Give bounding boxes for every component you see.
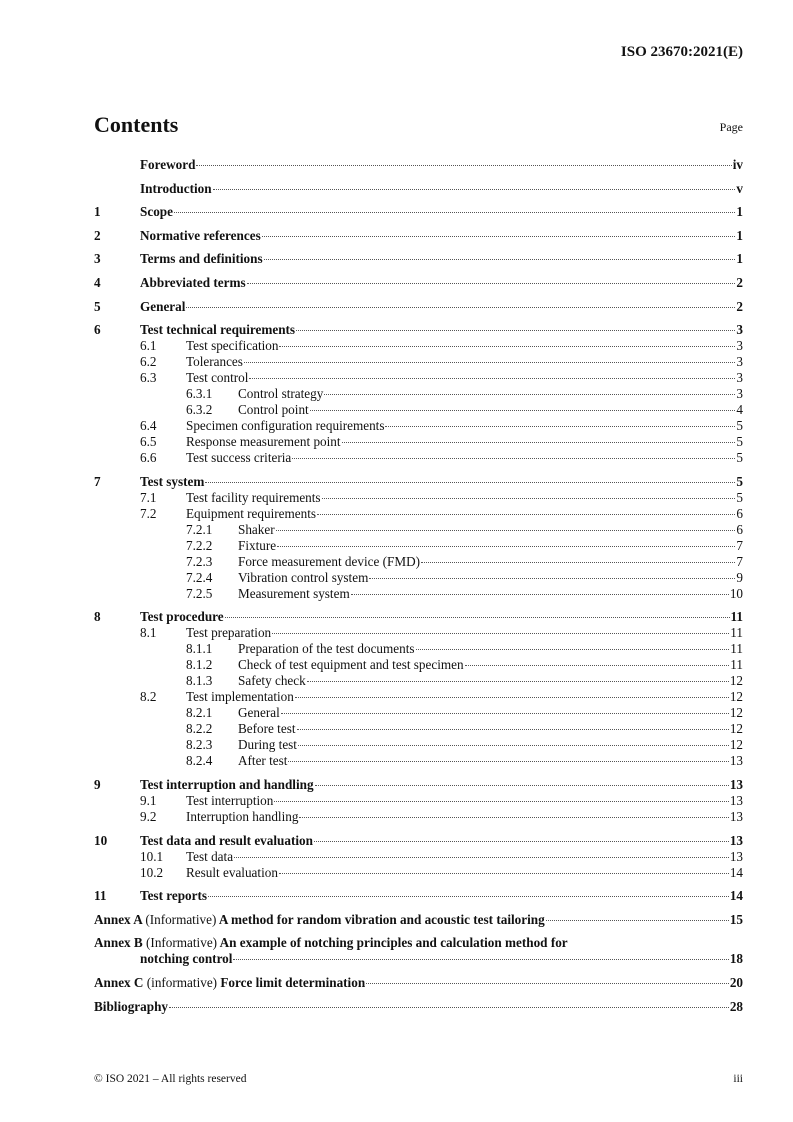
dot-leader [272,633,729,634]
dot-leader [298,745,729,746]
annex-status: (Informative) [146,935,218,951]
annex-heading [94,935,568,951]
page-ref: 13 [729,776,743,792]
dot-leader [385,426,735,427]
toc-entry[interactable] [94,402,743,418]
toc-entry[interactable] [94,570,743,586]
dot-leader [315,785,729,786]
dot-leader [296,330,735,331]
section-number: 7.1 [140,489,157,505]
toc-entry[interactable] [94,157,743,173]
page-ref: 10 [729,585,743,601]
dot-leader [247,283,736,284]
toc-entry[interactable] [94,418,743,434]
section-number: 7.2.4 [186,569,213,585]
page-ref: 12 [729,737,743,753]
dot-leader [322,498,736,499]
section-title: Check of test equipment and test specimen [238,657,464,673]
dot-leader [307,681,729,682]
page-ref: 18 [729,951,743,967]
page-ref: 13 [729,753,743,769]
section-number: 10.1 [140,848,164,864]
section-title: Interruption handling [186,808,299,824]
toc-entry[interactable] [94,228,743,244]
section-title: Bibliography [94,998,169,1014]
page-ref: 12 [729,705,743,721]
section-number: 8.2.2 [186,721,213,737]
section-number: 8 [94,609,101,625]
dot-leader [279,873,729,874]
dot-leader [249,378,735,379]
toc-entry[interactable] [94,849,743,865]
dot-leader [262,236,736,237]
section-number: 8.1.3 [186,673,213,689]
annex-title: An example of notching principles and calculation method for [219,935,568,951]
section-title: Test success criteria [186,450,292,466]
annex-title: Force limit determination [220,974,366,990]
page-ref: 11 [730,625,743,641]
section-title: Test interruption [186,792,274,808]
toc-entry[interactable] [94,490,743,506]
dot-leader [324,394,735,395]
section-title: Test technical requirements [140,322,296,338]
section-number: 8.2.3 [186,737,213,753]
annex-heading [94,912,545,928]
page-ref: 2 [736,274,743,290]
section-title: Test specification [186,338,279,354]
annex-label: Annex A [94,911,143,927]
section-number: 1 [94,204,101,220]
dot-leader [295,697,729,698]
page-ref: 28 [729,998,743,1014]
page-ref: 11 [730,641,743,657]
toc-annex-entry[interactable] [94,912,743,928]
section-title: Test implementation [186,689,294,705]
document-id: ISO 23670:2021(E) [620,44,743,60]
section-title: Terms and definitions [140,251,263,267]
toc-entry[interactable] [94,450,743,466]
section-title: General [140,298,186,314]
dot-leader [351,594,729,595]
toc-entry[interactable] [94,625,743,641]
toc-entry[interactable] [94,777,743,793]
copyright-notice: © ISO 2021 – All rights reserved [94,1073,247,1085]
dot-leader [277,546,735,547]
section-title: Before test [238,721,296,737]
section-title: Specimen configuration requirements [186,418,385,434]
page-number: iii [733,1073,743,1085]
dot-leader [274,801,728,802]
dot-leader [288,761,728,762]
section-title: Result evaluation [186,864,278,880]
section-number: 2 [94,227,101,243]
section-title: Introduction [140,180,212,196]
section-title: General [238,705,280,721]
toc-entry[interactable] [94,354,743,370]
page-ref: 2 [736,298,743,314]
dot-leader [244,362,735,363]
page-ref: 7 [736,553,743,569]
page-ref: 13 [729,848,743,864]
page-ref: 13 [729,792,743,808]
section-number: 9.2 [140,808,157,824]
toc-entry[interactable] [94,753,743,769]
toc-bibliography[interactable] [94,999,743,1015]
page-ref: 5 [736,489,743,505]
section-number: 3 [94,251,101,267]
footer [94,1073,743,1085]
section-title: Test data [186,848,234,864]
section-number: 7.2.1 [186,521,213,537]
toc-entry[interactable] [94,865,743,881]
section-number: 10.2 [140,864,164,880]
section-number: 9.1 [140,792,157,808]
page-ref: 7 [736,537,743,553]
annex-label: Annex B [94,935,143,951]
section-title: Preparation of the test documents [238,641,415,657]
section-number: 7 [94,473,101,489]
page-ref: 13 [729,808,743,824]
section-number: 6.3.1 [186,386,213,402]
toc-entry[interactable] [94,386,743,402]
annex-status: (informative) [146,974,218,990]
dot-leader [297,729,729,730]
page-ref: 5 [736,418,743,434]
dot-leader [169,1007,729,1008]
section-number: 4 [94,274,101,290]
dot-leader [225,617,730,618]
section-number: 8.1 [140,625,157,641]
page-ref: 11 [730,657,743,673]
section-title: Test interruption and handling [140,776,314,792]
toc-entry[interactable] [94,657,743,673]
page-ref: 5 [736,434,743,450]
section-number: 6.2 [140,354,157,370]
section-title: Foreword [140,157,196,172]
page-ref: v [736,180,743,196]
toc-entry[interactable] [94,641,743,657]
toc-entry[interactable] [94,793,743,809]
dot-leader [196,165,731,166]
section-number: 6.4 [140,418,157,434]
dot-leader [276,530,736,531]
section-title: Test procedure [140,609,224,625]
section-number: 10 [94,832,108,848]
page-ref: 9 [736,569,743,585]
annex-title-continued: notching control [140,951,233,967]
dot-leader [465,665,730,666]
dot-leader [421,562,735,563]
section-title: Measurement system [238,585,350,601]
toc-entry[interactable] [94,554,743,570]
section-title: Force measurement device (FMD) [238,553,420,569]
section-title: Scope [140,204,173,220]
page-ref: 14 [729,888,743,904]
dot-leader [366,983,729,984]
dot-leader [314,841,729,842]
dot-leader [233,959,728,960]
section-number: 7.2.5 [186,585,213,601]
section-title: Test system [140,473,205,489]
section-number: 6.3 [140,370,157,386]
annex-heading [94,975,365,991]
page-ref: 12 [729,673,743,689]
toc-entry[interactable] [94,705,743,721]
annex-label: Annex C [94,974,144,990]
page-ref: 14 [729,864,743,880]
dot-leader [213,189,736,190]
toc-entry[interactable] [94,538,743,554]
toc-entry[interactable] [94,370,743,386]
toc-entry[interactable] [94,673,743,689]
page-ref: 12 [729,689,743,705]
dot-leader [317,514,735,515]
page-ref: 12 [729,721,743,737]
page-ref: 20 [729,974,743,990]
dot-leader [208,896,729,897]
page-ref: 3 [736,354,743,370]
section-title: Shaker [238,521,275,537]
page-ref: 3 [736,322,743,338]
section-number: 6.1 [140,338,157,354]
page-ref: 15 [729,911,743,927]
section-title: Fixture [238,537,277,553]
toc-annex-entry-continued[interactable] [94,951,743,967]
toc-entry[interactable] [94,204,743,220]
page-ref: 11 [730,609,743,625]
toc-entry[interactable] [94,474,743,490]
section-title: Abbreviated terms [140,274,246,290]
section-number: 6.3.2 [186,402,213,418]
page-ref: 3 [736,338,743,354]
section-title: Vibration control system [238,569,369,585]
toc-entry[interactable] [94,809,743,825]
toc-entry[interactable] [94,506,743,522]
dot-leader [205,482,735,483]
page-ref: 3 [736,386,743,402]
toc-annex-entry[interactable] [94,975,743,991]
dot-leader [546,920,729,921]
toc-entry[interactable] [94,434,743,450]
section-number: 6 [94,322,101,338]
section-title: Test preparation [186,625,272,641]
page-title: Contents [94,112,179,137]
section-number: 8.1.2 [186,657,213,673]
section-title: Test control [186,370,249,386]
dot-leader [342,442,736,443]
section-number: 7.2 [140,505,157,521]
table-of-contents [94,157,743,1015]
section-title: Safety check [238,673,306,689]
toc-entry[interactable] [94,888,743,904]
page-ref: 5 [736,473,743,489]
toc-entry[interactable] [94,338,743,354]
section-number: 6.6 [140,450,157,466]
toc-annex-entry[interactable] [94,935,743,951]
page-ref: 1 [736,251,743,267]
toc-entry[interactable] [94,737,743,753]
dot-leader [310,410,736,411]
section-title: Test reports [140,888,208,904]
dot-leader [234,857,729,858]
section-number: 8.2.1 [186,705,213,721]
section-title: Test facility requirements [186,489,321,505]
dot-leader [416,649,730,650]
section-number: 11 [94,888,107,904]
toc-entry[interactable] [94,275,743,291]
toc-entry[interactable] [94,586,743,602]
page-ref: 3 [736,370,743,386]
section-title: During test [238,737,297,753]
page-ref: 1 [736,204,743,220]
section-title: Response measurement point [186,434,341,450]
dot-leader [299,817,728,818]
section-title: After test [238,753,288,769]
section-number: 7.2.3 [186,553,213,569]
dot-leader [264,259,736,260]
annex-title: A method for random vibration and acoustic test tailoring [218,911,545,927]
toc-entry[interactable] [94,721,743,737]
toc-entry[interactable] [94,251,743,267]
section-title: Control point [238,402,309,418]
toc-entry[interactable] [94,299,743,315]
dot-leader [174,212,735,213]
dot-leader [186,307,735,308]
section-number: 6.5 [140,434,157,450]
toc-entry[interactable] [94,689,743,705]
dot-leader [281,713,729,714]
section-number: 5 [94,298,101,314]
section-title: Equipment requirements [186,505,317,521]
section-title: Test data and result evaluation [140,832,313,848]
page-ref: iv [732,157,743,172]
section-number: 8.1.1 [186,641,213,657]
section-title: Control strategy [238,386,324,402]
annex-status: (Informative) [145,911,217,927]
page-ref: 5 [736,450,743,466]
section-title: Tolerances [186,354,243,370]
page-column-label: Page [719,120,743,134]
page-ref: 6 [736,521,743,537]
toc-entry[interactable] [94,833,743,849]
page-ref: 4 [736,402,743,418]
page-ref: 6 [736,505,743,521]
dot-leader [369,578,735,579]
section-number: 9 [94,776,101,792]
section-title: Normative references [140,227,261,243]
section-number: 7.2.2 [186,537,213,553]
toc-entry[interactable] [94,181,743,197]
dot-leader [292,458,735,459]
page-ref: 1 [736,227,743,243]
toc-entry[interactable] [94,609,743,625]
section-number: 8.2 [140,689,157,705]
toc-entry[interactable] [94,322,743,338]
page-ref: 13 [729,832,743,848]
dot-leader [279,346,735,347]
toc-entry[interactable] [94,522,743,538]
section-number: 8.2.4 [186,753,213,769]
